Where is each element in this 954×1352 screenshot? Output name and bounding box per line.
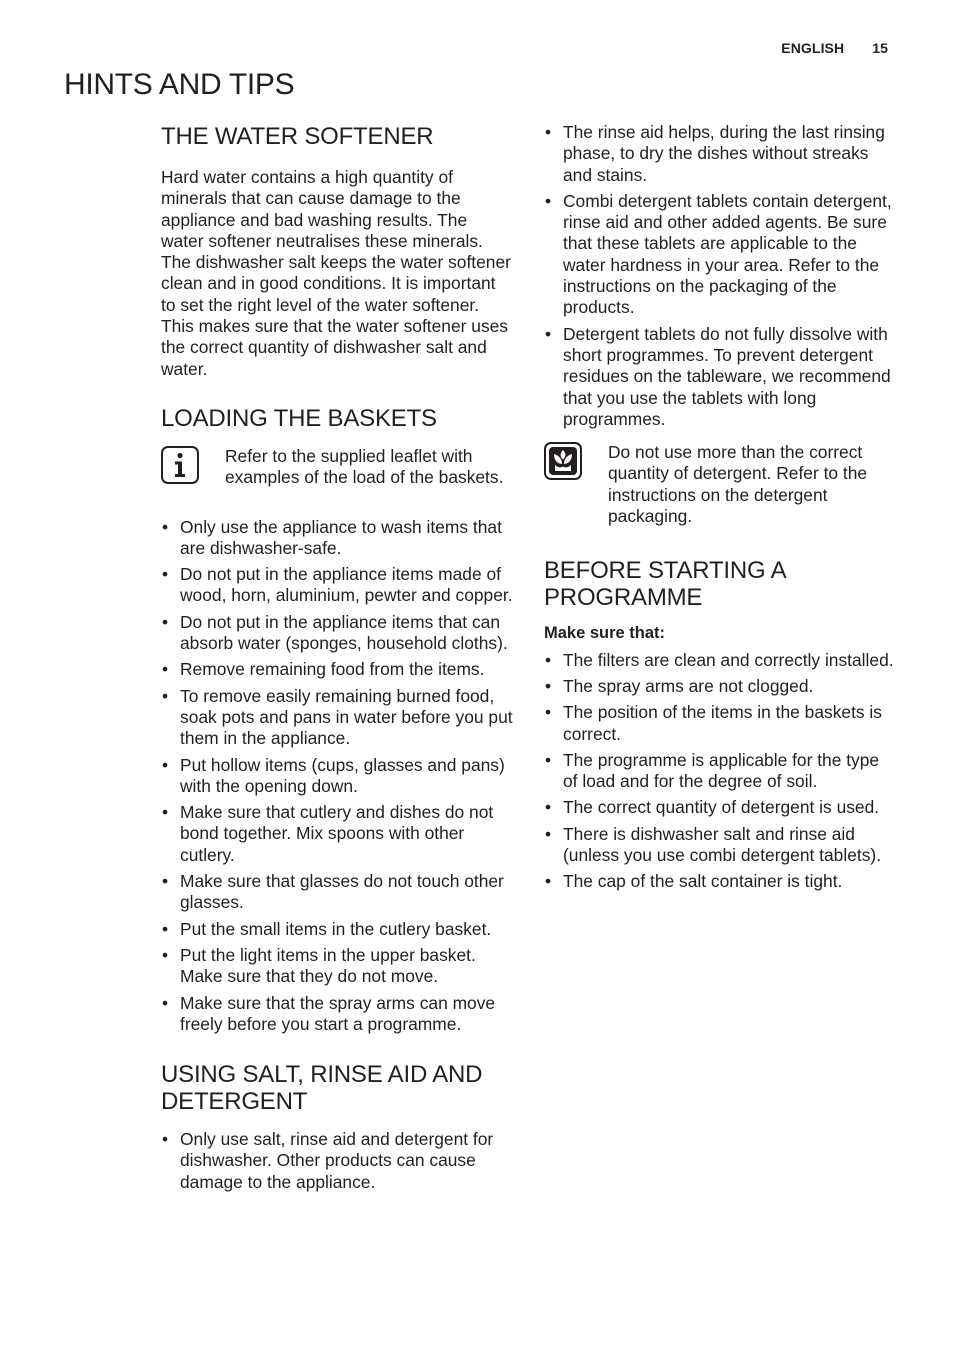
list-item: • To remove easily remaining burned food, soak pots and pans in water before you put them in the appliance.	[161, 686, 513, 750]
list-item: • Only use salt, rinse aid and detergent for dishwasher. Other products can cause damage to the appliance.	[161, 1129, 513, 1193]
water-softener-heading: THE WATER SOFTENER	[161, 123, 434, 150]
list-item: • Do not put in the appliance items made of wood, horn, aluminium, pewter and copper.	[161, 564, 513, 607]
make-sure-label: Make sure that:	[544, 624, 666, 643]
loading-baskets-list	[161, 517, 513, 1036]
info-icon	[161, 446, 225, 489]
list-item: • The programme is applicable for the type of load and for the degree of soil.	[544, 750, 896, 793]
list-item: • There is dishwasher salt and rinse aid (unless you use combi detergent tablets).	[544, 824, 896, 867]
list-item: • The rinse aid helps, during the last rinsing phase, to dry the dishes without streaks and stains.	[544, 122, 896, 186]
language-label: ENGLISH	[781, 40, 845, 56]
list-item: • Remove remaining food from the items.	[161, 659, 513, 680]
loading-baskets-heading: LOADING THE BASKETS	[161, 404, 437, 432]
left-column	[161, 120, 513, 1198]
list-item: • Put the small items in the cutlery basket.	[161, 919, 513, 940]
list-item: • Put hollow items (cups, glasses and pans) with the opening down.	[161, 755, 513, 798]
environment-icon	[544, 442, 608, 527]
page-header	[781, 40, 888, 56]
list-item: • Combi detergent tablets contain detergent, rinse aid and other added agents. Be sure that these tablets are applicable to the water hardness in your area. Refer to the instructions on the packaging of the products.	[544, 191, 896, 319]
list-item: • The position of the items in the baskets is correct.	[544, 702, 896, 745]
list-item: • Detergent tablets do not fully dissolve with short programmes. To prevent detergent residues on the tableware, we recommend that you use the tablets with long programmes.	[544, 324, 896, 430]
salt-rinse-list-right	[544, 122, 896, 430]
list-item: • The spray arms are not clogged.	[544, 676, 896, 697]
list-item: • Do not put in the appliance items that can absorb water (sponges, household cloths).	[161, 612, 513, 655]
list-item: • Make sure that the spray arms can move freely before you start a programme.	[161, 993, 513, 1036]
right-column	[544, 122, 896, 898]
list-item: • The filters are clean and correctly installed.	[544, 650, 896, 671]
page-number: 15	[872, 40, 888, 56]
list-item: • Make sure that cutlery and dishes do not bond together. Mix spoons with other cutlery.	[161, 802, 513, 866]
list-item: • Only use the appliance to wash items that are dishwasher-safe.	[161, 517, 513, 560]
before-start-list	[544, 650, 896, 893]
list-item: • Put the light items in the upper basket. Make sure that they do not move.	[161, 945, 513, 988]
info-note-text: Refer to the supplied leaflet with examples of the load of the baskets.	[225, 445, 504, 488]
environment-note-text: Do not use more than the correct quantity of detergent. Refer to the instructions on the detergent packaging.	[608, 442, 868, 527]
list-item: • The cap of the salt container is tight.	[544, 871, 896, 892]
salt-rinse-heading: USING SALT, RINSE AID AND DETERGENT	[161, 1061, 483, 1116]
page-title: HINTS AND TIPS	[64, 68, 295, 101]
before-start-heading: BEFORE STARTING A PROGRAMME	[544, 557, 786, 612]
environment-note	[544, 442, 896, 527]
list-item: • The correct quantity of detergent is used.	[544, 797, 896, 818]
info-note	[161, 446, 513, 489]
water-softener-body: Hard water contains a high quantity of minerals that can cause damage to the appliance and bad washing results. The water softener neutralises these minerals. The dishwasher salt keeps the water softener clean and in good conditions. It is important to set the right level of the water softener. This makes sure that the water softener uses the correct quantity of dishwasher salt and water.	[161, 167, 511, 379]
list-item: • Make sure that glasses do not touch other glasses.	[161, 871, 513, 914]
salt-rinse-list-left	[161, 1129, 513, 1193]
